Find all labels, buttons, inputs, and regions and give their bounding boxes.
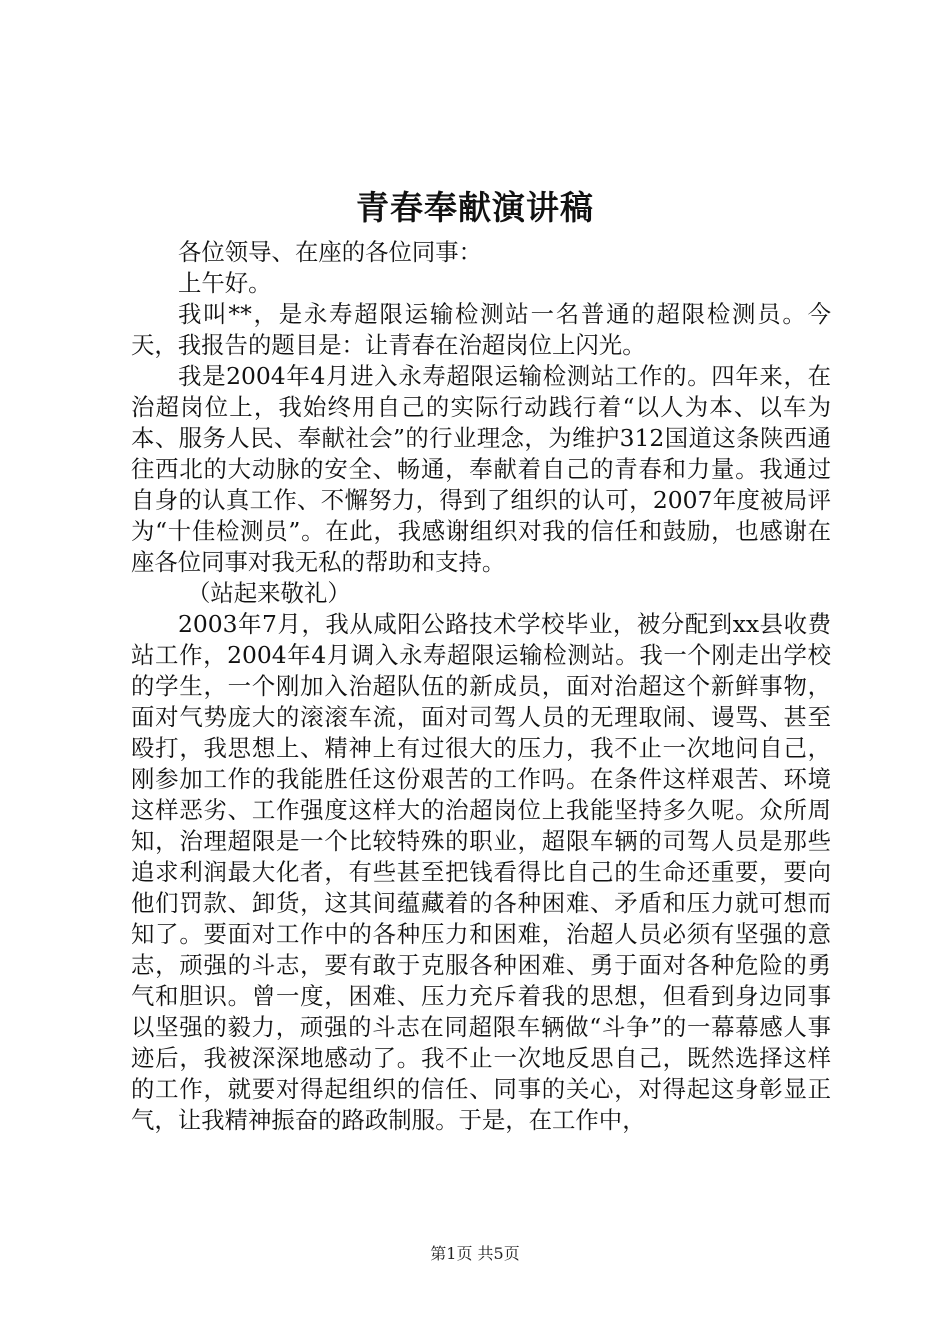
history-paragraph: 2003年7月，我从咸阳公路技术学校毕业，被分配到xx县收费站工作，2004年4月调入永寿超限运输检测站。我一个刚走出学校的学生，一个刚加入治超队伍的新成员，面对治超这个新鲜事物，面对气势庞大的滚滚车流，面对司驾人员的无理取闹、谩骂、甚至殴打，我思想上、精神上有过很大的压力，我不止一次地问自己，刚参加工作的我能胜任这份艰苦的工作吗。在条件这样艰苦、环境这样恶劣、工作强度这样大的治超岗位上我能坚持多久呢。众所周知，治理超限是一个比较特殊的职业，超限车辆的司驾人员是那些追求利润最大化者，有些甚至把钱看得比自己的生命还重要，要向他们罚款、卸货，这其间蕴藏着的各种困难、矛盾和压力就可想而知了。要面对工作中的各种压力和困难，治超人员必须有坚强的意志，顽强的斗志，要有敢于克服各种困难、勇于面对各种危险的勇气和胆识。曾一度，困难、压力充斥着我的思想，但看到身边同事以坚强的毅力，顽强的斗志在同超限车辆做“斗争”的一幕幕感人事迹后，我被深深地感动了。我不止一次地反思自己，既然选择这样的工作，就要对得起组织的信任、同事的关心，对得起这身彰显正气，让我精神振奋的路政制服。于是，在工作中， [131, 610, 831, 1134]
page-footer: 第1页 共5页 [430, 1244, 520, 1263]
document-body [131, 237, 831, 1136]
stage-note-paragraph: （站起来敬礼） [187, 579, 351, 607]
salutation-paragraph: 各位领导、在座的各位同事： [178, 238, 483, 266]
page-title: 青春奉献演讲稿 [356, 188, 594, 227]
introduction-paragraph: 我叫**，是永寿超限运输检测站一名普通的超限检测员。今天，我报告的题目是：让青春在治超岗位上闪光。 [131, 300, 831, 359]
experience-paragraph: 我是2004年4月进入永寿超限运输检测站工作的。四年来，在治超岗位上，我始终用自己的实际行动践行着“以人为本、以车为本、服务人民、奉献社会”的行业理念，为维护312国道这条陕西通往西北的大动脉的安全、畅通，奉献着自己的青春和力量。我通过自身的认真工作、不懈努力，得到了组织的认可，2007年度被局评为“十佳检测员”。在此，我感谢组织对我的信任和鼓励，也感谢在座各位同事对我无私的帮助和支持。 [131, 362, 831, 576]
greeting-paragraph: 上午好。 [178, 269, 272, 297]
